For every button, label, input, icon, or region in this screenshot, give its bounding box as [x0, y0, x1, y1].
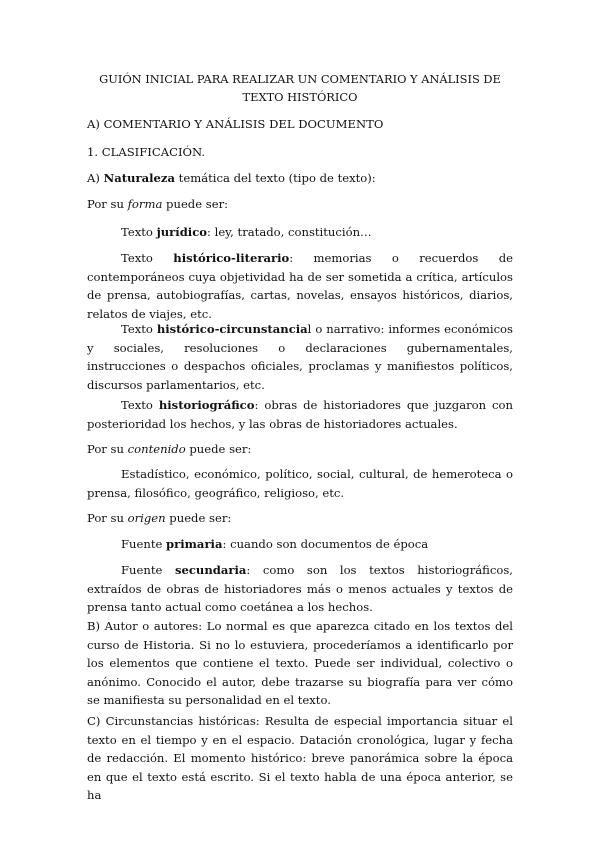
- historiografico-post: : obras de historiadores que juzgaron con posterioridad los hechos, y las obras de historiadores actuales.: [87, 398, 513, 431]
- contenido-post: puede ser:: [185, 442, 252, 456]
- forma-post: puede ser:: [162, 197, 229, 211]
- secundaria-bold: secundaria: [174, 563, 247, 577]
- historico-circunstancial-bold: histórico-circunstancia: [156, 322, 308, 336]
- autor-paragraph: B) Autor o autores: Lo normal es que aparezca citado en los textos del curso de Historia. Si no lo estuviera, procederíamos a identificarlo por los elementos que contiene el texto. Puede ser individual, colectivo o anónimo. Conocido el autor, debe trazarse su biografía para ver cómo se manifiesta su personalidad en el texto.: [87, 619, 513, 708]
- historico-literario-item: [87, 249, 513, 323]
- title-line-1: GUIÓN INICIAL PARA REALIZAR UN COMENTARIO Y ANÁLISIS DE: [99, 72, 501, 86]
- juridico-pre: Texto: [121, 225, 157, 239]
- historico-circunstancial-post: l o narrativo: informes económicos y sociales, resoluciones o declaraciones gubernamentales, instrucciones o despachos oficiales, proclamas y manifiestos políticos, discursos parlamentarios, etc.: [87, 322, 513, 392]
- forma-intro: [87, 195, 513, 214]
- forma-pre: Por su: [87, 197, 128, 211]
- historico-literario-pre: Texto: [121, 251, 174, 265]
- contenido-italic: contenido: [127, 442, 186, 456]
- naturaleza-paragraph: [87, 169, 513, 188]
- contenido-intro: [87, 440, 513, 459]
- juridico-item: [87, 223, 513, 242]
- origen-intro: [87, 509, 513, 528]
- historico-literario-bold: histórico-literario: [173, 251, 290, 265]
- primaria-bold: primaria: [166, 537, 223, 551]
- document-title: [87, 70, 513, 106]
- origen-italic: origen: [127, 511, 166, 525]
- naturaleza-bold: Naturaleza: [103, 171, 175, 185]
- circunstancias-paragraph: C) Circunstancias históricas: Resulta de especial importancia situar el texto en el tiempo y en el espacio. Datación cronológica, lugar y fecha de redacción. El momento histórico: breve panorámica sobre la época en que el texto está escrito. Si el texto habla de una época anterior, se ha: [87, 714, 513, 803]
- primaria-pre: Fuente: [121, 537, 167, 551]
- contenido-list: Estadístico, económico, político, social, cultural, de hemeroteca o prensa, filosófico, geográfico, religioso, etc.: [87, 467, 513, 500]
- historico-literario-post: : memorias o recuerdos de contemporáneos cuya objetividad ha de ser sometida a crítica, artículos de prensa, autobiografías, cartas, novelas, ensayos históricos, diarios, relatos de viajes, etc.: [87, 251, 514, 321]
- historico-circunstancial-item: [87, 320, 513, 394]
- secundaria-post: : como son los textos historiográficos, extraídos de obras de historiadores más o menos actuales y textos de prensa tanto actual como coetánea a los hechos.: [87, 563, 513, 615]
- clasificacion-heading: 1. CLASIFICACIÓN.: [87, 145, 206, 159]
- juridico-bold: jurídico: [156, 225, 208, 239]
- historico-circunstancial-pre: Texto: [121, 322, 157, 336]
- naturaleza-rest: temática del texto (tipo de texto):: [175, 171, 376, 185]
- origen-pre: Por su: [87, 511, 128, 525]
- historiografico-item: [87, 396, 513, 433]
- secundaria-item: [87, 561, 513, 617]
- primaria-item: [87, 535, 513, 554]
- contenido-pre: Por su: [87, 442, 128, 456]
- title-line-2: TEXTO HISTÓRICO: [242, 90, 358, 104]
- secundaria-pre: Fuente: [121, 563, 175, 577]
- juridico-post: : ley, tratado, constitución…: [207, 225, 372, 239]
- forma-italic: forma: [127, 197, 163, 211]
- historiografico-bold: historiográfico: [158, 398, 255, 412]
- naturaleza-prefix: A): [87, 171, 104, 185]
- historiografico-pre: Texto: [121, 398, 159, 412]
- origen-post: puede ser:: [165, 511, 232, 525]
- section-a-heading: A) COMENTARIO Y ANÁLISIS DEL DOCUMENTO: [87, 117, 384, 131]
- primaria-post: : cuando son documentos de época: [222, 537, 429, 551]
